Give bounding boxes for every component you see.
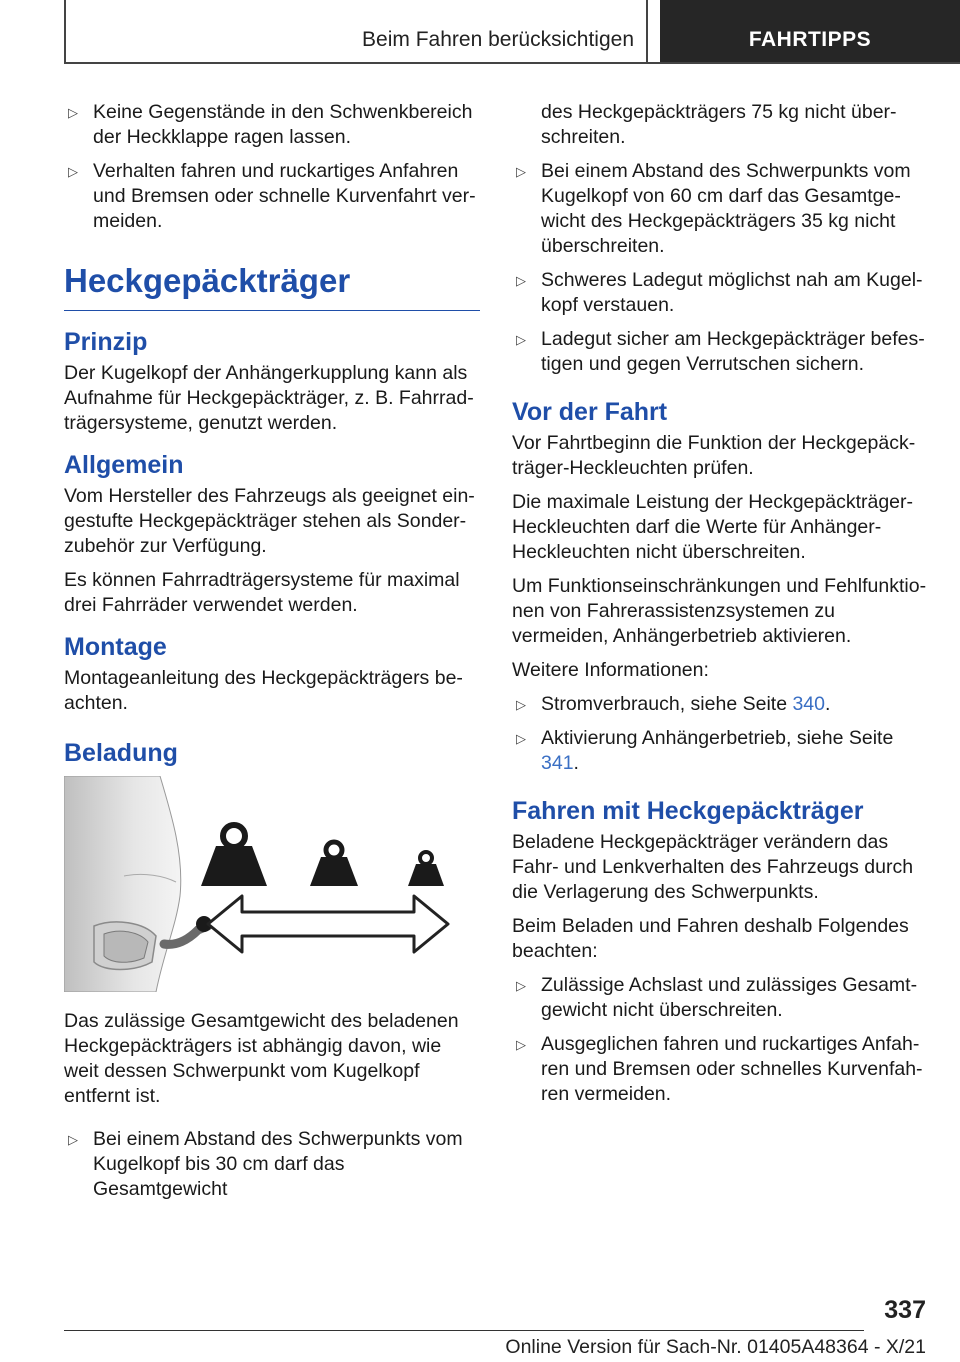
page-link-341[interactable]: 341 [541, 752, 574, 774]
beladung-bullet-list [64, 1127, 480, 1202]
car-bumper-icon [64, 776, 181, 992]
bullet-triangle-icon: ▷ [516, 164, 526, 179]
list-item: ▷ Keine Gegenstände in den Schwenkbereich der Heckklappe ragen lassen. [68, 101, 473, 148]
montage-heading: Montage [64, 633, 167, 661]
list-item: ▷ Schweres Ladegut möglichst nah am Kugel‐kopf verstauen. [516, 269, 923, 316]
vor-der-fahrt-heading: Vor der Fahrt [512, 398, 668, 426]
fahren-mit-heading: Fahren mit Heckgepäckträger [512, 797, 864, 825]
page-link-340[interactable]: 340 [792, 693, 825, 715]
beladung-caption: Das zulässige Gesamtgewicht des beladenen Heckgepäckträgers ist abhängig davon, wie weit dessen Schwerpunkt vom Kugelkopf entfernt ist. [64, 1010, 459, 1107]
main-heading: Heckgepäckträger [64, 262, 480, 311]
driving-bullet-list [512, 973, 928, 1107]
footer-divider [64, 1330, 864, 1331]
bullet-triangle-icon: ▷ [516, 1037, 526, 1052]
left-column [64, 100, 480, 1211]
fahren-mit-paragraph: Beim Beladen und Fahren deshalb Folgendes beachten: [512, 915, 909, 962]
bullet-triangle-icon: ▷ [68, 1132, 78, 1147]
list-item: ▷ Bei einem Abstand des Schwerpunkts vom Kugelkopf von 60 cm darf das Gesamtge‐wicht des Heckgepäckträgers 35 kg nicht überschreiten. [516, 160, 911, 257]
list-item: ▷ Ausgeglichen fahren und ruckartiges Anfah‐ren und Bremsen oder schnelles Kurvenfah‐ren vermeiden. [516, 1033, 923, 1105]
continuation-text: des Heckgepäckträgers 75 kg nicht über‐schreiten. [541, 101, 897, 148]
vor-der-fahrt-paragraph: Weitere Informationen: [512, 659, 709, 681]
list-item: ▷ Bei einem Abstand des Schwerpunkts vom Kugelkopf bis 30 cm darf das Gesamtgewicht [68, 1128, 463, 1200]
footer-online-version: Online Version für Sach-Nr. 01405A48364 - X/21 [505, 1336, 926, 1358]
beladung-illustration [64, 776, 480, 992]
beladung-heading: Beladung [64, 739, 178, 767]
allgemein-paragraph: Es können Fahrradträgersysteme für maximal drei Fahrräder verwendet werden. [64, 569, 460, 616]
load-bullet-list [512, 159, 928, 377]
page-number: 337 [884, 1296, 926, 1324]
reference-list [512, 692, 928, 776]
bullet-triangle-icon: ▷ [516, 273, 526, 288]
header-chapter-tab: FAHRTIPPS [660, 0, 960, 62]
list-item: ▷ Verhalten fahren und ruckartiges Anfahren und Bremsen oder schnelle Kurvenfahrt ver‐meiden. [68, 160, 476, 232]
montage-text: Montageanleitung des Heckgepäckträgers be‐achten. [64, 667, 463, 714]
bullet-triangle-icon: ▷ [516, 978, 526, 993]
fahren-mit-paragraph: Beladene Heckgepäckträger verändern das Fahr- und Lenkverhalten des Fahrzeugs durch die Verlagerung des Schwerpunkts. [512, 831, 914, 903]
allgemein-heading: Allgemein [64, 451, 184, 479]
bullet-triangle-icon: ▷ [516, 731, 526, 746]
intro-bullet-list [64, 100, 480, 234]
vor-der-fahrt-paragraph: Die maximale Leistung der Heckgepäckträger-Heckleuchten darf die Werte für Anhänger-Heckleuchten nicht überschreiten. [512, 491, 914, 563]
header-section-title: Beim Fahren berücksichtigen [66, 0, 648, 62]
bullet-triangle-icon: ▷ [68, 105, 78, 120]
list-item: ▷ Aktivierung Anhängerbetrieb, siehe Seite 341. [516, 727, 894, 774]
bullet-triangle-icon: ▷ [516, 332, 526, 347]
list-item: ▷ Zulässige Achslast und zulässiges Gesamt‐gewicht nicht überschreiten. [516, 974, 918, 1021]
allgemein-paragraph: Vom Hersteller des Fahrzeugs als geeignet ein‐gestufte Heckgepäckträger stehen als Sonder‐zubehör zur Verfügung. [64, 485, 475, 557]
right-column [512, 100, 928, 1116]
list-item: ▷ Stromverbrauch, siehe Seite 340. [516, 693, 831, 715]
vor-der-fahrt-paragraph: Vor Fahrtbeginn die Funktion der Heckgepäck‐träger-Heckleuchten prüfen. [512, 432, 916, 479]
list-item: ▷ Ladegut sicher am Heckgepäckträger befes‐tigen und gegen Verrutschen sichern. [516, 328, 925, 375]
bullet-triangle-icon: ▷ [516, 697, 526, 712]
prinzip-text: Der Kugelkopf der Anhängerkupplung kann als Aufnahme für Heckgepäckträger, z. B. Fahrrad‐trägersysteme, genutzt werden. [64, 362, 474, 434]
bullet-triangle-icon: ▷ [68, 164, 78, 179]
vor-der-fahrt-paragraph: Um Funktionseinschränkungen und Fehlfunktio‐nen von Fahrerassistenzsystemen zu vermeiden, Anhängerbetrieb aktivieren. [512, 575, 927, 647]
prinzip-heading: Prinzip [64, 328, 148, 356]
